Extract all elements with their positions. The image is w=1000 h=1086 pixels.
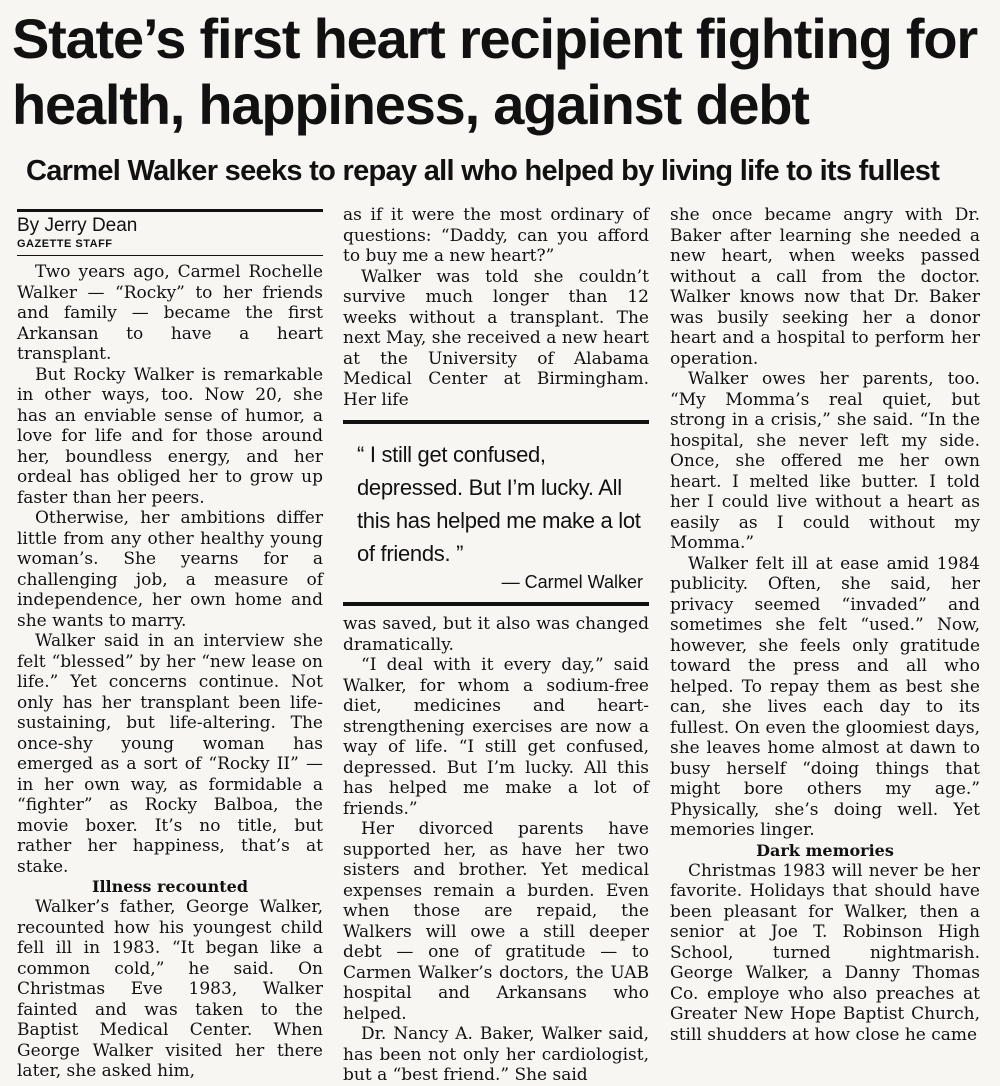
headline: State’s first heart recipient fighting for health, happiness, against debt [12, 7, 977, 136]
section-heading: Dark memories [756, 840, 894, 860]
paragraph: Walker’s father, George Walker, recounted how his youngest child fell ill in 1983. “It began like a common cold,” he said. On Christmas Eve 1983, Walker fainted and was taken to the Baptist Medical Center. When George Walker visited her there later, she asked him, [17, 897, 323, 1081]
byline-author: By Jerry Dean [17, 215, 138, 236]
paragraph: But Rocky Walker is remarkable in other ways, too. Now 20, she has an enviable sense of humor, a love for life and for those around her, boundless energy, and her ordeal has obliged her to grow up faster than her peers. [17, 364, 323, 508]
paragraph: she once became angry with Dr. Baker after learning she needed a new heart, when weeks passed without a call from the doctor. Walker knows now that Dr. Baker was busily seeking her a donor heart and a hospital to perform her operation. [670, 205, 980, 369]
paragraph: Walker felt ill at ease amid 1984 publicity. Often, she said, her privacy seemed “invaded” and sometimes she felt “used.” Now, however, she feels only gratitude toward the press and all who helped. To repay them as best she can, she lives each day to its fullest. On even the gloomiest days, she leaves home almost at dawn to busy herself “doing things that might bore others my age.” Physically, she’s doing well. Yet memories linger. [670, 553, 980, 840]
article-column-1 [17, 205, 323, 1081]
paragraph: “I deal with it every day,” said Walker, for whom a sodium-free diet, medicines and heart-strengthening exercises are now a way of life. “I still get confused, depressed. But I’m lucky. All this has helped me make a lot of friends.” [343, 655, 649, 819]
byline-staff: GAZETTE STAFF [17, 238, 113, 250]
paragraph: as if it were the most ordinary of questions: “Daddy, can you afford to buy me a new heart?” [343, 205, 649, 266]
article-column-3 [670, 205, 980, 1068]
paragraph: Two years ago, Carmel Rochelle Walker — “Rocky” to her friends and family — became the first Arkansan to have a heart transplant. [17, 262, 323, 364]
pull-quote [343, 420, 649, 606]
pull-quote-text: “ I still get confused, depressed. But I’m lucky. All this has helped me make a lot of friends. ” [357, 442, 641, 566]
paragraph: Walker said in an interview she felt “blessed” by her “new lease on life.” Yet concerns continue. Not only has her transplant been life-sustaining, but life-altering. The once-shy young woman has emerged as a sort of “Rocky II” — in her own way, as formidable a “fighter” as Rocky Balboa, the movie boxer. It’s no title, but rather her happiness, that’s at stake. [17, 631, 323, 877]
paragraph: Dr. Nancy A. Baker, Walker said, has been not only her cardiologist, but a “best friend.” She said [343, 1024, 649, 1085]
paragraph: Her divorced parents have supported her, as have her two sisters and brother. Yet medical expenses remain a burden. Even when those are repaid, the Walkers will owe a still deeper debt — one of gratitude — to Carmen Walker’s doctors, the UAB hospital and Arkansans who helped. [343, 819, 649, 1024]
section-heading: Illness recounted [91, 877, 249, 896]
paragraph: Otherwise, her ambitions differ little from any other healthy young woman’s. She yearns for a challenging job, a measure of independence, her own home and she wants to marry. [17, 508, 323, 631]
paragraph: Walker owes her parents, too. “My Momma’s real quiet, but strong in a crisis,” she said. “In the hospital, she never left my side. Once, she offered me her own heart. I melted like butter. I told her I could live without a heart as easily as I could without my Momma.” [670, 369, 980, 553]
article-column-2 [343, 205, 649, 1085]
subheadline: Carmel Walker seeks to repay all who helped by living life to its fullest [26, 155, 940, 187]
paragraph: Christmas 1983 will never be her favorite. Holidays that should have been pleasant for Walker, then a senior at Joe T. Robinson High School, turned nightmarish. George Walker, a Danny Thomas Co. employe who also preaches at Greater New Hope Baptist Church, still shudders at how close he came [670, 860, 980, 1045]
paragraph: was saved, but it also was changed dramatically. [343, 614, 649, 655]
byline-top-rule [17, 209, 323, 212]
byline-bottom-rule [17, 255, 323, 256]
byline [17, 215, 323, 251]
paragraph: Walker was told she couldn’t survive much longer than 12 weeks without a transplant. The next May, she received a new heart at the University of Alabama Medical Center at Birmingham. Her life [343, 266, 649, 410]
pull-quote-attribution: — Carmel Walker [501, 572, 643, 592]
